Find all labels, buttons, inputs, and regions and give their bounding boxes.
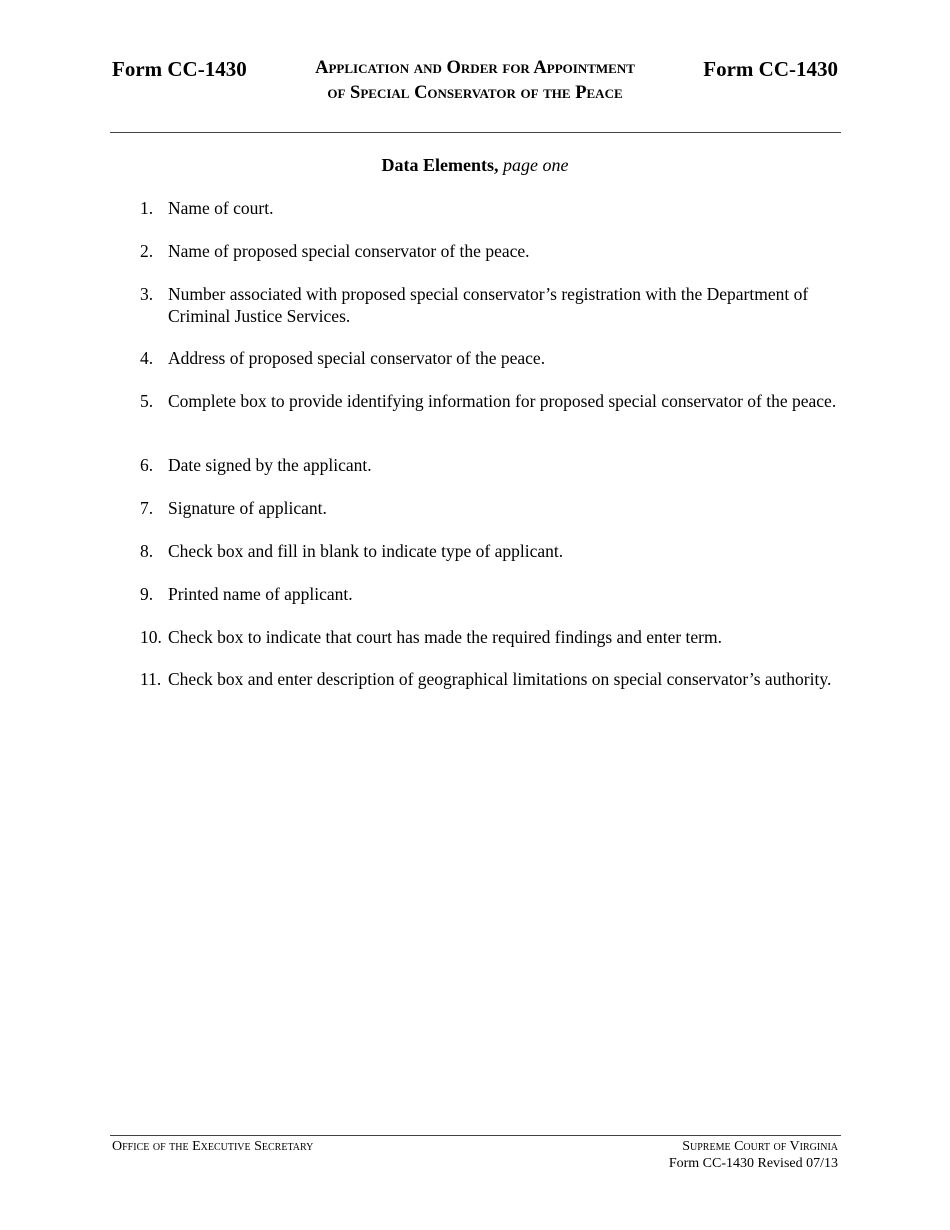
footer-divider <box>110 1135 841 1136</box>
item-number: 9. <box>140 584 154 604</box>
item-text: Signature of applicant. <box>168 498 327 518</box>
item-number: 5. <box>140 391 154 411</box>
footer-right <box>669 1138 838 1172</box>
footer-revision: Form CC-1430 Revised 07/13 <box>668 1156 838 1171</box>
item-text: Check box and enter description of geographical limitations on special conservator’s authority. <box>168 669 832 689</box>
title-line-1: Application and Order for Appointment <box>315 58 635 78</box>
form-number-right: Form CC-1430 <box>703 57 838 81</box>
item-text: Name of court. <box>168 198 274 218</box>
item-number: 7. <box>140 498 154 518</box>
item-text: Date signed by the applicant. <box>168 455 372 475</box>
list-item <box>140 197 840 219</box>
item-text: Number associated with proposed special conservator’s registration with the Department of Criminal Justice Services. <box>168 284 809 326</box>
header-divider <box>110 132 841 133</box>
title-line-2: of Special Conservator of the Peace <box>327 83 623 103</box>
section-subtitle <box>110 154 840 176</box>
list-item <box>140 668 840 690</box>
item-number: 3. <box>140 284 154 304</box>
item-number: 1. <box>140 198 154 218</box>
footer-office: Office of the Executive Secretary <box>112 1139 314 1154</box>
item-number: 11. <box>140 669 162 689</box>
item-number: 10. <box>140 627 162 647</box>
item-number: 8. <box>140 541 154 561</box>
list-item <box>140 626 840 648</box>
item-text: Check box to indicate that court has made the required findings and enter term. <box>168 627 722 647</box>
list-item <box>140 240 840 262</box>
list-item <box>140 390 840 412</box>
item-number: 2. <box>140 241 154 261</box>
subtitle-italic: page one <box>503 155 569 175</box>
list-item <box>140 454 840 476</box>
footer-court: Supreme Court of Virginia <box>682 1139 838 1154</box>
list-item <box>140 540 840 562</box>
form-number-left: Form CC-1430 <box>112 57 247 81</box>
list-item <box>140 583 840 605</box>
item-number: 4. <box>140 348 154 368</box>
item-text: Address of proposed special conservator of the peace. <box>168 348 546 368</box>
item-text: Name of proposed special conservator of the peace. <box>168 241 530 261</box>
list-item <box>140 497 840 519</box>
list-item <box>140 347 840 369</box>
subtitle-bold: Data Elements, <box>381 155 499 175</box>
item-text: Complete box to provide identifying information for proposed special conservator of the peace. <box>168 391 837 411</box>
page-header <box>110 56 840 112</box>
item-text: Check box and fill in blank to indicate type of applicant. <box>168 541 564 561</box>
list-item <box>140 283 840 327</box>
item-text: Printed name of applicant. <box>168 584 353 604</box>
item-number: 6. <box>140 455 154 475</box>
